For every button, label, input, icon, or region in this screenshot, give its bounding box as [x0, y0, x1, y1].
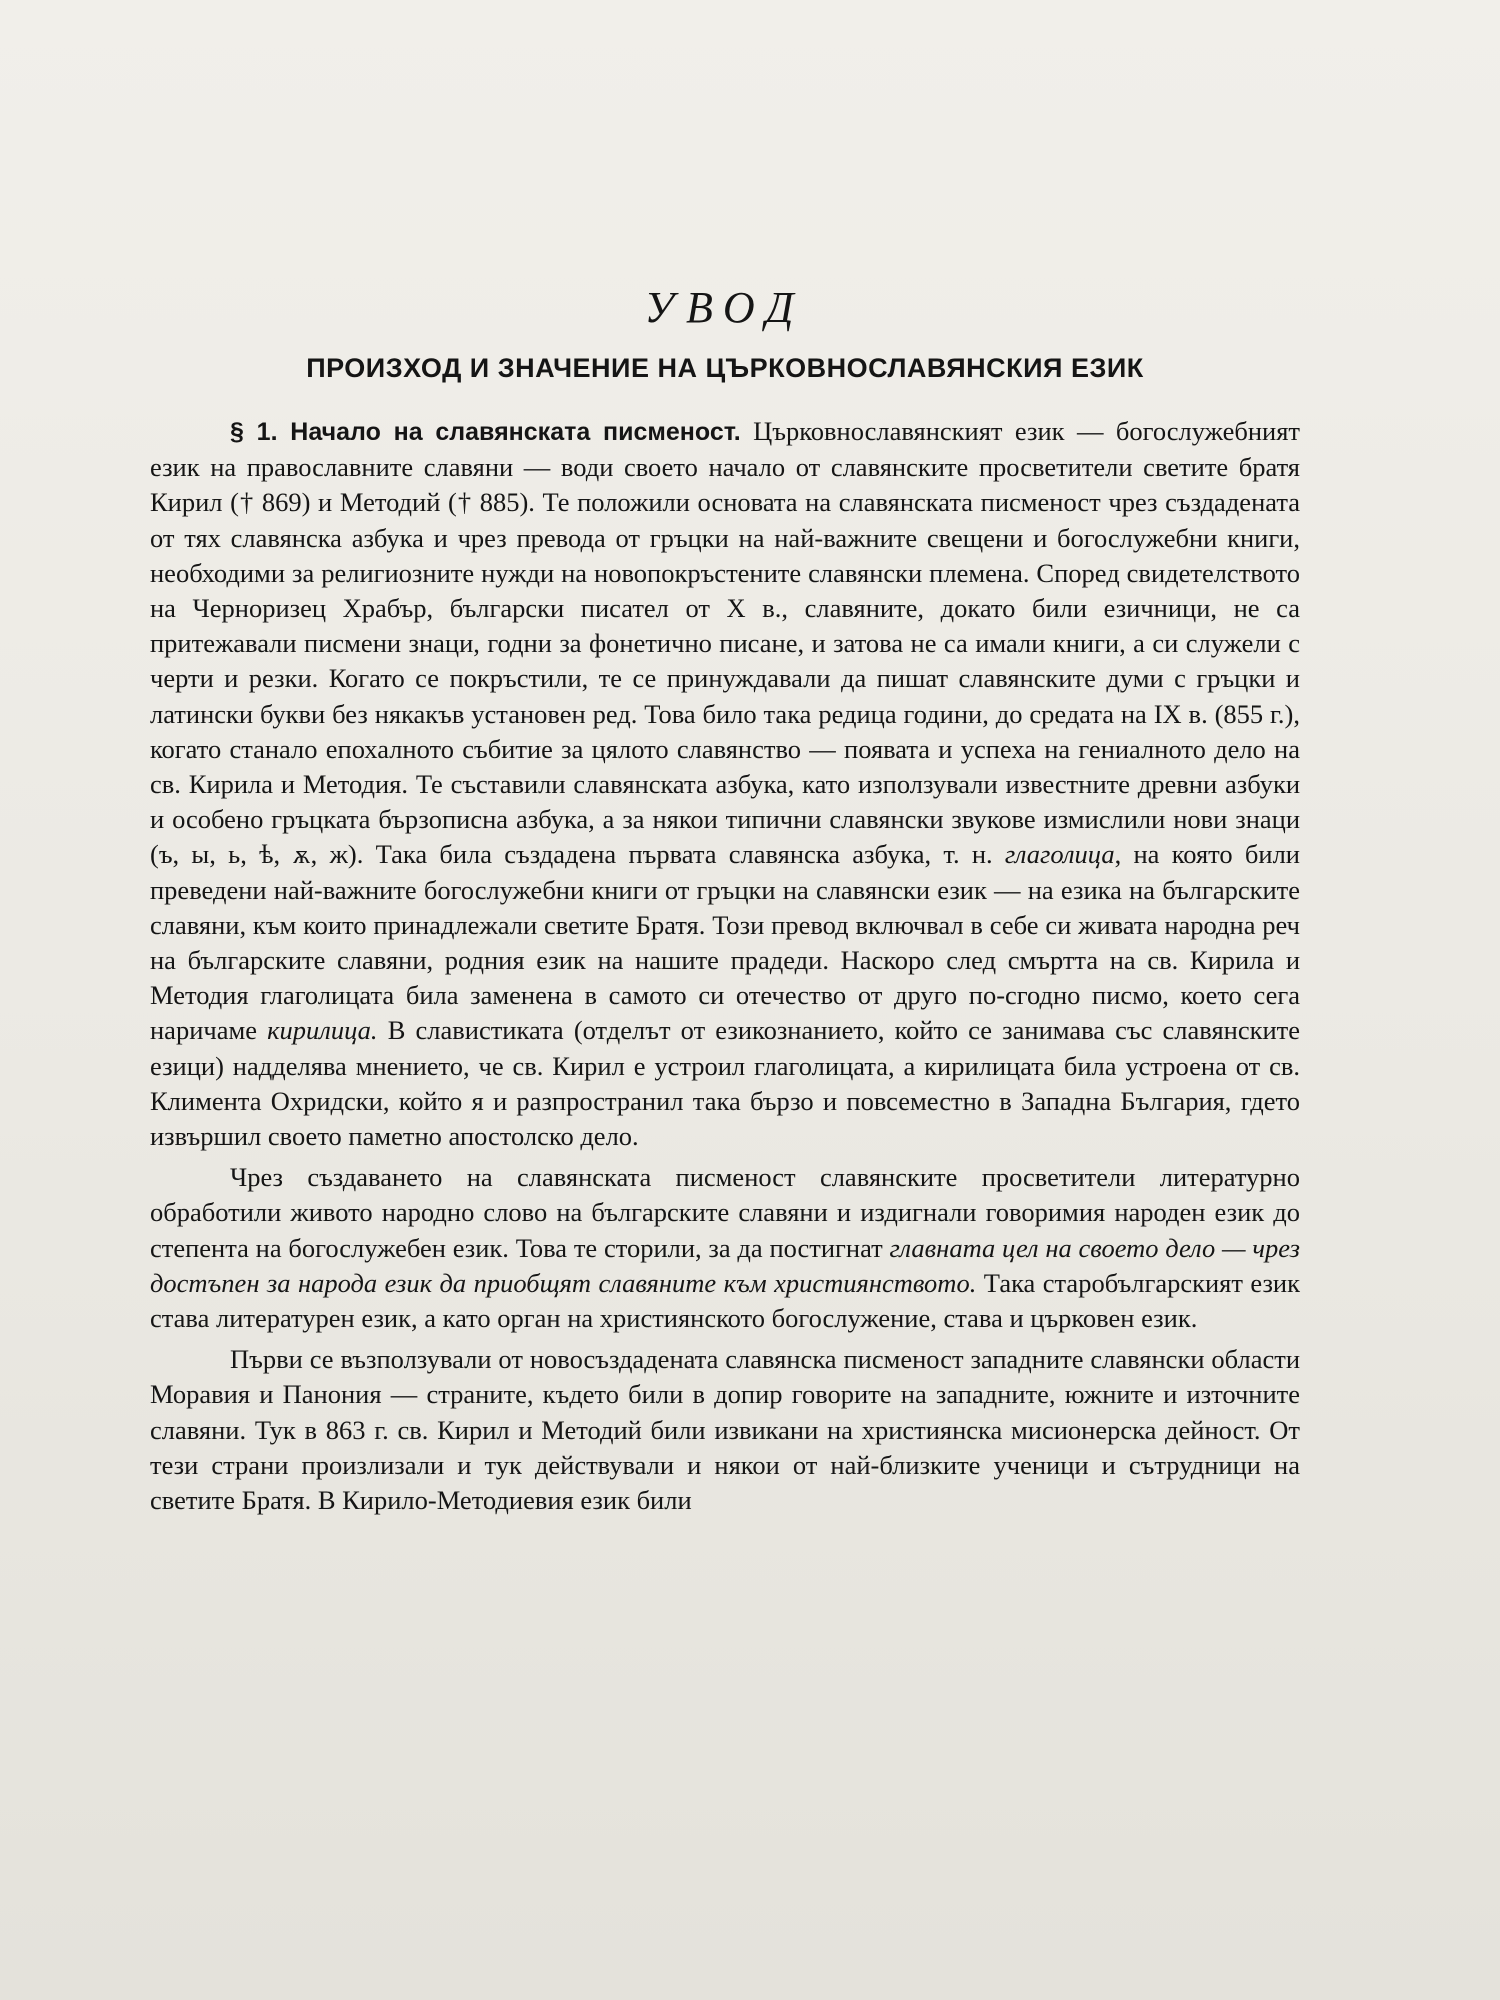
- paragraph-1-text-b: , на която били преведени най-важните богослужебни книги от гръцки на славянски език — на езика на българските славяни, към които принадлежали светите Братя. Този превод включвал в себе си живата народна реч на българските славяни, родния език на нашите прадеди. Наскоро след смъртта на св. Кирила и Методия глаголицата била заменена в самото си отечество от друго по-сгодно писмо, което сега наричаме: [150, 839, 1300, 1046]
- emphasis-main-goal: главната цел на своето дело — чрез достъпен за народа език да приобщят славяните към християнството.: [150, 1232, 1300, 1298]
- paragraph-1: [150, 414, 1300, 1154]
- paragraph-3-text: Първи се възползували от новосъздадената славянска писменост западните славянски области Моравия и Панония — страните, където били в допир говорите на западните, южните и източните славяни. Тук в 863 г. св. Кирил и Методий били извикани на християнска мисионерска дейност. От тези страни произлизали и тук действували и някои от най-близките ученици и сътрудници на светите Братя. В Кирило-Методиевия език били: [150, 1344, 1300, 1516]
- chapter-subtitle: ПРОИЗХОД И ЗНАЧЕНИЕ НА ЦЪРКОВНОСЛАВЯНСКИЯ ЕЗИК: [306, 353, 1144, 383]
- paragraph-2-text-a: Чрез създаването на славянската писменост славянските просветители литературно обработили живото народно слово на българските славяни и издигнали говоримия народен език до степента на богослужебен език. Това те сторили, за да постигнат: [150, 1162, 1300, 1263]
- section-heading: § 1. Начало на славянската писменост.: [230, 418, 741, 446]
- chapter-title: УВОД: [644, 283, 806, 332]
- paragraph-2: [150, 1160, 1300, 1336]
- paragraph-1-text-c: В славистиката (отделът от езикознанието, който се занимава със славянските езици) надделява мнението, че св. Кирил е устроил глаголицата, а кирилицата била устроена от св. Климента Охридски, който я и разпространил така бързо и повсеместно в Западна България, гдето извършил своето паметно апостолско дело.: [150, 1015, 1300, 1152]
- paragraph-1-text-a: Църковнославянският език — богослужебният език на православните славяни — води своето начало от славянските просветители светите братя Кирил († 869) и Методий († 885). Те положили основата на славянската писменост чрез създадената от тях славянска азбука и чрез превода от гръцки на най-важните свещени и богослужебни книги, необходими за религиозните нужди на новопокръстените славянски племена. Според свидетелството на Черноризец Храбър, български писател от X в., славяните, докато били езичници, не са притежавали писмени знаци, годни за фонетично писане, и затова не са имали книги, а си служели с черти и резки. Когато се покръстили, те се принуждавали да пишат славянските думи с гръцки и латински букви без някакъв установен ред. Това било така редица години, до средата на IX в. (855 г.), когато станало епохалното събитие за цялото славянство — появата и успеха на гениалното дело на св. Кирила и Методия. Те съставили славянската азбука, като използували известните древни азбуки и особено гръцката бързописна азбука, а за някои типични славянски звукове измислили нови знаци (ъ, ы, ь, ѣ, ѫ, ж). Така била създадена първата славянска азбука, т. н.: [150, 416, 1300, 870]
- paragraph-3: [150, 1342, 1300, 1518]
- term-glagolitsa: глаголица: [1004, 839, 1115, 870]
- paragraph-2-text-b: Така старобългарският език става литературен език, а като орган на християнското богослужение, става и църковен език.: [150, 1267, 1300, 1334]
- term-kirilitsa: кирилица.: [267, 1015, 378, 1046]
- page-content: [150, 282, 1300, 1518]
